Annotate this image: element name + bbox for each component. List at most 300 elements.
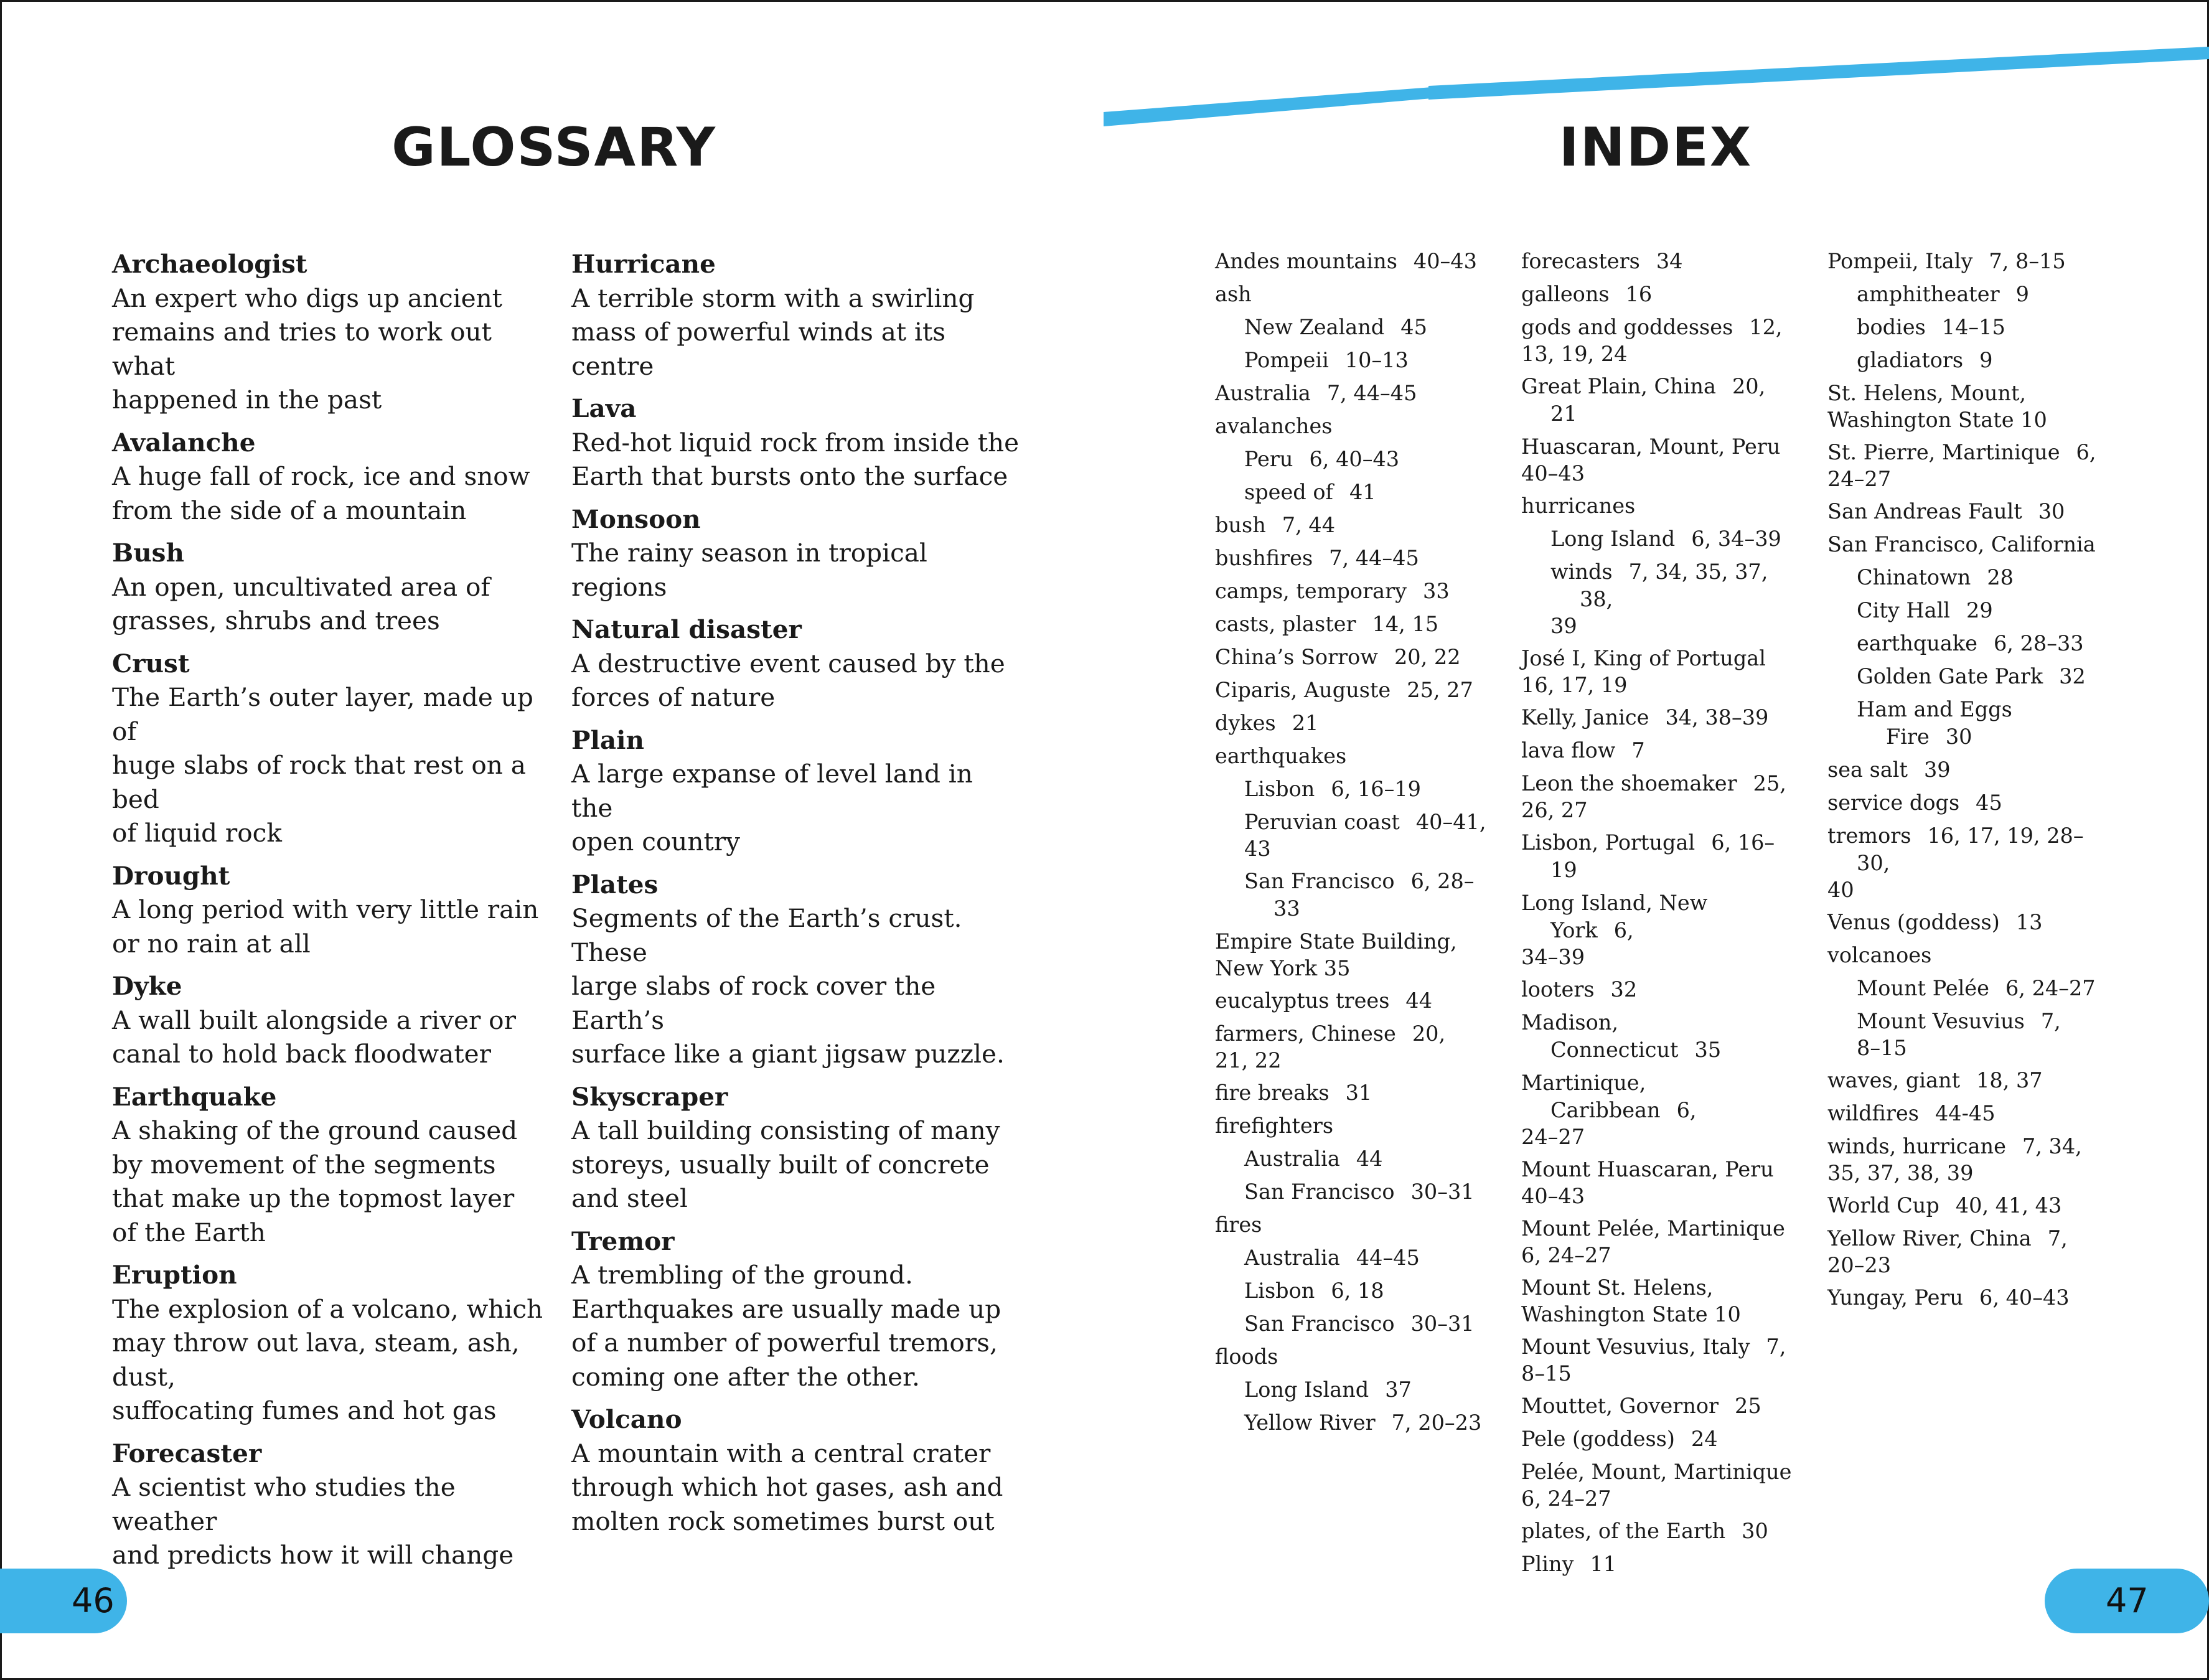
index-entry-label: Long Island	[1244, 1377, 1369, 1402]
index-entry	[1521, 1009, 1795, 1064]
index-entry-label: Lisbon	[1244, 1279, 1315, 1303]
index-subentry	[1215, 1145, 1489, 1173]
glossary-term: Dyke	[112, 971, 182, 1001]
index-entry	[1521, 889, 1795, 970]
index-column-3	[1827, 248, 2101, 1317]
glossary-definition-line: The rainy season in tropical regions	[571, 538, 927, 602]
index-page-refs: 6, 24–27	[2005, 976, 2096, 1000]
glossary-definition-line: A tall building consisting of many	[571, 1115, 1000, 1145]
glossary-entry	[112, 859, 560, 961]
index-subentry	[1521, 558, 1795, 639]
index-page-refs: 30	[1945, 725, 1972, 749]
index-page-refs: 6, 16–19	[1550, 830, 1775, 882]
glossary-term: Earthquake	[112, 1081, 277, 1112]
index-entry-label: San Francisco, California	[1827, 532, 2096, 556]
index-subentry	[1827, 564, 2101, 591]
index-entry	[1827, 756, 2101, 784]
glossary-entry	[571, 1402, 1020, 1538]
index-entry-label: lava flow	[1521, 738, 1616, 763]
index-page-refs: 25	[1735, 1394, 1761, 1418]
index-entry-label: Andes mountains	[1215, 249, 1397, 273]
index-entry-label: firefighters	[1215, 1114, 1334, 1138]
index-entry-label: Empire State Building,	[1215, 929, 1457, 954]
index-page-refs: 12,	[1749, 315, 1783, 339]
index-entry-label: sea salt	[1827, 758, 1908, 782]
index-entry-continuation: 8–15	[1857, 1036, 1907, 1060]
glossary-term: Skyscraper	[571, 1081, 728, 1112]
index-entry-label: Ham and Eggs Fire	[1857, 697, 2012, 749]
index-entry-label: Huascaran, Mount, Peru	[1521, 434, 1781, 459]
index-entry-label: Mount Pelée, Martinique	[1521, 1216, 1785, 1241]
accent-stripe-left-segment	[1104, 87, 1432, 126]
index-entry-continuation: New York 35	[1215, 956, 1351, 980]
index-page-refs: 6, 18	[1331, 1279, 1384, 1303]
glossary-definition-line: An expert who digs up ancient	[112, 283, 502, 313]
index-entry-label: Pompeii	[1244, 348, 1329, 372]
index-page-refs: 21	[1292, 711, 1319, 735]
index-page-refs: 25,	[1753, 771, 1786, 795]
glossary-definition-line: suffocating fumes and hot gas	[112, 1396, 497, 1425]
glossary-term: Avalanche	[112, 427, 256, 458]
index-entry-label: gods and goddesses	[1521, 315, 1733, 339]
index-page-refs: 6, 40–43	[1979, 1285, 2070, 1310]
index-entry-continuation: 21, 22	[1215, 1048, 1282, 1072]
glossary-term: Hurricane	[571, 249, 716, 279]
glossary-definition-line: A terrible storm with a swirling	[571, 283, 975, 313]
glossary-entry	[571, 247, 1020, 383]
index-entry-label: San Andreas Fault	[1827, 499, 2022, 523]
index-entry-label: Long Island, New York	[1521, 891, 1708, 942]
index-entry-label: Pele (goddess)	[1521, 1427, 1675, 1451]
index-entry	[1215, 1079, 1489, 1107]
index-page-refs: 31	[1345, 1081, 1372, 1105]
index-entry-label: San Francisco	[1244, 1180, 1395, 1204]
index-page-refs: 9	[1979, 348, 1993, 372]
index-page-refs: 45	[1976, 791, 2002, 815]
index-subentry	[1215, 314, 1489, 341]
index-page-refs: 6, 40–43	[1309, 447, 1400, 471]
index-entry-label: earthquakes	[1215, 744, 1347, 768]
index-subentry	[1827, 975, 2101, 1002]
glossary-term: Lava	[571, 393, 637, 423]
index-subentry	[1215, 479, 1489, 506]
page-number-tab-left: 46	[0, 1569, 127, 1633]
index-page-refs: 25, 27	[1407, 678, 1473, 702]
glossary-definition-line: happened in the past	[112, 385, 382, 415]
glossary-definition-line: A scientist who studies the weather	[112, 1472, 456, 1536]
index-page-refs: 10–13	[1344, 348, 1409, 372]
index-entry	[1827, 1133, 2101, 1186]
index-page-refs: 20,	[1412, 1021, 1446, 1046]
index-entry	[1827, 1284, 2101, 1312]
index-entry	[1215, 248, 1489, 275]
index-entry	[1215, 743, 1489, 770]
index-entry-label: Golden Gate Park	[1857, 664, 2043, 688]
index-page-refs: 16	[1625, 282, 1653, 306]
index-entry-continuation: 40–43	[1521, 1184, 1585, 1208]
index-entry	[1521, 1425, 1795, 1453]
index-page-refs: 14–15	[1941, 315, 2005, 339]
index-page-refs: 35	[1694, 1038, 1722, 1062]
index-entry	[1827, 942, 2101, 969]
index-entry-label: eucalyptus trees	[1215, 988, 1390, 1013]
index-page-refs: 30–31	[1410, 1312, 1475, 1336]
index-column-2	[1521, 248, 1795, 1584]
glossary-term: Drought	[112, 860, 230, 891]
index-subentry	[1215, 868, 1489, 922]
index-subentry	[1215, 809, 1489, 862]
index-page-refs: 6,	[1676, 1098, 1697, 1122]
index-entry	[1521, 1518, 1795, 1545]
index-entry	[1521, 248, 1795, 275]
glossary-definition-line: molten rock sometimes burst out	[571, 1506, 995, 1536]
index-page-refs: 7,	[2047, 1226, 2068, 1251]
index-entry	[1215, 578, 1489, 605]
index-entry-label: farmers, Chinese	[1215, 1021, 1396, 1046]
glossary-entry	[112, 247, 560, 417]
index-entry	[1521, 1274, 1795, 1328]
index-entry-label: Yungay, Peru	[1827, 1285, 1963, 1310]
index-entry-label: Peruvian coast	[1244, 810, 1400, 834]
index-entry	[1827, 531, 2101, 558]
glossary-term: Plates	[571, 869, 659, 899]
glossary-term: Plain	[571, 725, 644, 755]
index-subentry	[1215, 446, 1489, 473]
index-page-refs: 33	[1423, 579, 1450, 603]
index-entry-label: Mount Huascaran, Peru	[1521, 1157, 1774, 1181]
index-page-refs: 6, 28–33	[1993, 631, 2084, 655]
index-entry-label: earthquake	[1857, 631, 1977, 655]
index-entry-label: Long Island	[1550, 527, 1676, 551]
glossary-definition-line: of liquid rock	[112, 818, 282, 848]
index-page-refs: 7,	[1766, 1335, 1786, 1359]
index-entry	[1215, 413, 1489, 440]
index-entry-continuation: 26, 27	[1521, 798, 1588, 822]
index-entry-continuation: 43	[1244, 837, 1271, 861]
glossary-definition-line: large slabs of rock cover the Earth’s	[571, 971, 936, 1035]
index-entry-label: bush	[1215, 513, 1266, 537]
index-entry-continuation: 39	[1550, 614, 1577, 638]
index-entry-label: waves, giant	[1827, 1068, 1961, 1092]
index-page-refs: 7, 44–45	[1329, 546, 1419, 570]
index-page-refs: 44–45	[1356, 1246, 1420, 1270]
index-subentry	[1827, 314, 2101, 341]
glossary-term: Natural disaster	[571, 614, 802, 644]
index-entry-label: bushfires	[1215, 546, 1313, 570]
glossary-column-1	[112, 247, 560, 1581]
index-entry	[1521, 704, 1795, 731]
index-page-refs: 7, 34,	[2022, 1134, 2082, 1158]
index-subentry	[1827, 1008, 2101, 1061]
index-entry-label: ash	[1215, 282, 1252, 306]
index-entry-continuation: 24–27	[1521, 1125, 1585, 1149]
index-subentry	[1215, 1178, 1489, 1206]
glossary-entry	[112, 1258, 560, 1428]
glossary-definition-line: A long period with very little rain	[112, 894, 539, 924]
index-entry	[1215, 677, 1489, 704]
index-page-refs: 44	[1356, 1147, 1383, 1171]
index-entry-label: Madison, Connecticut	[1521, 1010, 1679, 1062]
index-entry-label: Chinatown	[1857, 565, 1971, 589]
index-entry-label: winds, hurricane	[1827, 1134, 2006, 1158]
glossary-term: Volcano	[571, 1404, 682, 1434]
glossary-term: Monsoon	[571, 504, 701, 534]
index-subentry	[1215, 776, 1489, 803]
index-entry-label: camps, temporary	[1215, 579, 1407, 603]
index-page-refs: 7, 20–23	[1391, 1410, 1482, 1435]
glossary-definition-line: or no rain at all	[112, 928, 311, 959]
index-page-refs: 9	[2015, 282, 2029, 306]
index-entry-label: hurricanes	[1521, 494, 1636, 518]
glossary-definition-line: remains and tries to work out what	[112, 317, 492, 381]
index-entry	[1215, 710, 1489, 737]
glossary-definition-line: An open, uncultivated area of	[112, 571, 490, 602]
index-entry-continuation: Washington State 10	[1521, 1302, 1741, 1326]
index-entry	[1215, 1020, 1489, 1074]
index-entry	[1521, 1333, 1795, 1387]
index-page-refs: 13	[2015, 910, 2043, 934]
index-page-refs: 29	[1966, 598, 1993, 622]
index-subentry	[1827, 597, 2101, 624]
index-entry-label: New Zealand	[1244, 315, 1385, 339]
glossary-definition-line: The explosion of a volcano, which	[112, 1293, 543, 1324]
index-entry-label: Pompeii, Italy	[1827, 249, 1973, 273]
index-entry	[1827, 1192, 2101, 1219]
index-entry-label: wildfires	[1827, 1101, 1919, 1125]
index-entry-continuation: 20–23	[1827, 1253, 1892, 1277]
index-entry-label: Great Plain, China	[1521, 374, 1716, 398]
index-entry-label: tremors	[1827, 824, 1911, 848]
index-entry-label: Venus (goddess)	[1827, 910, 2000, 934]
glossary-definition-line: canal to hold back floodwater	[112, 1039, 491, 1069]
glossary-entry	[112, 1080, 560, 1250]
glossary-entry	[571, 1080, 1020, 1216]
index-entry	[1521, 492, 1795, 520]
index-entry-continuation: 8–15	[1521, 1361, 1572, 1386]
index-page-refs: 7,	[2040, 1009, 2061, 1033]
index-entry	[1521, 314, 1795, 367]
index-entry-label: City Hall	[1857, 598, 1950, 622]
glossary-entry	[112, 426, 560, 528]
index-entry-label: plates, of the Earth	[1521, 1519, 1726, 1543]
index-entry-label: Australia	[1244, 1246, 1340, 1270]
index-entry-label: volcanoes	[1827, 943, 1932, 967]
index-page-refs: 37	[1385, 1377, 1412, 1402]
index-page-refs: 44	[1405, 988, 1433, 1013]
page-number-tab-right: 47	[2045, 1569, 2209, 1633]
index-entry-label: Kelly, Janice	[1521, 705, 1649, 730]
index-entry-label: bodies	[1857, 315, 1926, 339]
index-entry	[1521, 373, 1795, 428]
index-page-refs: 30	[2038, 499, 2065, 523]
index-entry	[1215, 545, 1489, 572]
index-subentry	[1827, 630, 2101, 657]
glossary-term: Crust	[112, 648, 190, 678]
index-entry	[1215, 1343, 1489, 1371]
index-entry	[1827, 1067, 2101, 1094]
index-entry-label: China’s Sorrow	[1215, 645, 1378, 669]
index-page-refs: 32	[1610, 977, 1638, 1002]
glossary-definition-line: huge slabs of rock that rest on a bed	[112, 750, 526, 814]
index-page-refs: 41	[1349, 480, 1376, 504]
index-entry	[1521, 1458, 1795, 1512]
index-page-refs: 6,	[2076, 440, 2096, 464]
index-entry	[1215, 928, 1489, 982]
glossary-definition-line: storeys, usually built of concrete	[571, 1149, 990, 1180]
index-page-refs: 34	[1656, 249, 1683, 273]
index-entry-continuation: 40–43	[1521, 461, 1585, 486]
glossary-definition-line: mass of powerful winds at its centre	[571, 317, 946, 381]
index-page-refs: 6, 34–39	[1691, 527, 1781, 551]
index-entry	[1521, 1392, 1795, 1420]
index-entry-label: Mouttet, Governor	[1521, 1394, 1719, 1418]
index-entry-label: Ciparis, Auguste	[1215, 678, 1391, 702]
index-page-refs: 7, 8–15	[1989, 249, 2066, 273]
glossary-definition-line: that make up the topmost layer	[112, 1183, 515, 1213]
index-entry-continuation: 34–39	[1521, 945, 1585, 969]
glossary-entry	[571, 723, 1020, 859]
index-entry-label: José I, King of Portugal	[1521, 646, 1766, 670]
index-entry-label: Australia	[1215, 381, 1311, 405]
index-page-refs: 20, 22	[1394, 645, 1461, 669]
index-subentry	[1827, 663, 2101, 690]
index-entry-label: avalanches	[1215, 414, 1333, 438]
glossary-definition-line: open country	[571, 827, 740, 856]
glossary-term: Archaeologist	[112, 249, 307, 279]
glossary-definition-line: by movement of the segments	[112, 1149, 496, 1180]
glossary-title: GLOSSARY	[392, 116, 716, 179]
index-entry-label: Mount St. Helens,	[1521, 1275, 1714, 1300]
index-entry-label: speed of	[1244, 480, 1333, 504]
glossary-entry	[112, 647, 560, 850]
index-subentry	[1521, 525, 1795, 553]
index-entry-label: Mount Pelée	[1857, 976, 1989, 1000]
glossary-entry	[571, 502, 1020, 604]
index-entry	[1521, 281, 1795, 308]
accent-stripe-right-segment	[1428, 47, 2209, 100]
index-entry-label: looters	[1521, 977, 1595, 1002]
index-entry	[1827, 380, 2101, 433]
index-entry-label: gladiators	[1857, 348, 1964, 372]
index-entry-label: forecasters	[1521, 249, 1640, 273]
index-entry	[1215, 987, 1489, 1015]
glossary-definition-line: grasses, shrubs and trees	[112, 606, 440, 636]
index-entry-label: Leon the shoemaker	[1521, 771, 1737, 795]
index-subentry	[1215, 1376, 1489, 1404]
index-subentry	[1215, 1244, 1489, 1272]
index-entry-label: Yellow River	[1244, 1410, 1376, 1435]
index-entry	[1521, 770, 1795, 824]
glossary-definition-line: A wall built alongside a river or	[112, 1005, 516, 1035]
index-entry-continuation: 16, 17, 19	[1521, 673, 1628, 697]
index-entry-label: amphitheater	[1857, 282, 2000, 306]
index-page-refs: 28	[1987, 565, 2014, 589]
index-entry	[1827, 909, 2101, 936]
index-entry-continuation: Washington State 10	[1827, 408, 2047, 432]
index-entry	[1521, 433, 1795, 487]
index-entry-label: dykes	[1215, 711, 1276, 735]
index-entry-label: Pelée, Mount, Martinique	[1521, 1460, 1792, 1484]
glossary-entry	[571, 868, 1020, 1071]
glossary-term: Forecaster	[112, 1438, 262, 1468]
index-page-refs: 7	[1631, 738, 1645, 763]
index-entry	[1827, 822, 2101, 903]
glossary-entry	[112, 969, 560, 1071]
glossary-entry	[571, 1224, 1020, 1394]
index-entry-label: winds	[1550, 560, 1613, 584]
index-entry	[1827, 498, 2101, 525]
index-page-refs: 6, 16–19	[1331, 777, 1421, 801]
index-page-refs: 32	[2059, 664, 2086, 688]
glossary-definition-line: The Earth’s outer layer, made up of	[112, 682, 533, 746]
index-entry-continuation: 24–27	[1827, 467, 1892, 491]
index-entry-label: San Francisco	[1244, 869, 1395, 893]
glossary-definition-line: A large expanse of level land in the	[571, 759, 973, 823]
index-entry	[1521, 1156, 1795, 1209]
index-entry-label: Mount Vesuvius	[1857, 1009, 2025, 1033]
glossary-definition-line: of a number of powerful tremors,	[571, 1328, 998, 1358]
index-page-refs: 18, 37	[1976, 1068, 2043, 1092]
index-entry	[1215, 644, 1489, 671]
glossary-definition-line: A destructive event caused by the	[571, 648, 1005, 678]
glossary-definition-line: forces of nature	[571, 682, 776, 712]
index-subentry	[1215, 1277, 1489, 1305]
accent-stripe	[0, 0, 2209, 131]
index-page-refs: 30–31	[1410, 1180, 1475, 1204]
index-entry-label: Peru	[1244, 447, 1293, 471]
index-column-1	[1215, 248, 1489, 1442]
glossary-definition-line: may throw out lava, steam, ash, dust,	[112, 1328, 520, 1392]
index-entry-label: Lisbon	[1244, 777, 1315, 801]
index-page-refs: 7, 34, 35, 37, 38,	[1580, 560, 1768, 611]
index-page-refs: 40–41,	[1415, 810, 1486, 834]
glossary-definition-line: Segments of the Earth’s crust. These	[571, 903, 962, 967]
index-page-refs: 7, 44–45	[1326, 381, 1417, 405]
glossary-definition-line: A huge fall of rock, ice and snow	[112, 461, 530, 491]
index-entry-label: fires	[1215, 1213, 1262, 1237]
index-page-refs: 44-45	[1935, 1101, 1996, 1125]
index-entry-label: St. Helens, Mount,	[1827, 381, 2027, 405]
index-entry-label: Lisbon, Portugal	[1521, 830, 1695, 855]
glossary-definition-line: A mountain with a central crater	[571, 1438, 991, 1468]
glossary-entry	[571, 392, 1020, 494]
index-page-refs: 24	[1691, 1427, 1718, 1451]
index-page-refs: 20, 21	[1550, 374, 1766, 426]
index-page-refs: 6,	[1613, 918, 1634, 942]
glossary-definition-line: A trembling of the ground.	[571, 1260, 913, 1290]
index-subentry	[1827, 696, 2101, 751]
index-entry-label: service dogs	[1827, 791, 1960, 815]
index-entry-label: casts, plaster	[1215, 612, 1356, 636]
index-subentry	[1827, 347, 2101, 374]
index-entry-label: Australia	[1244, 1147, 1340, 1171]
index-entry	[1521, 645, 1795, 698]
index-entry	[1827, 789, 2101, 817]
index-page-refs: 16, 17, 19, 28–30,	[1857, 824, 2084, 875]
index-entry	[1215, 281, 1489, 308]
index-entry	[1521, 1069, 1795, 1150]
glossary-entry	[112, 536, 560, 638]
glossary-entry	[571, 612, 1020, 715]
index-entry-label: Mount Vesuvius, Italy	[1521, 1335, 1750, 1359]
index-entry-label: San Francisco	[1244, 1312, 1395, 1336]
index-entry	[1827, 439, 2101, 492]
index-page-refs: 7, 44	[1282, 513, 1336, 537]
index-entry	[1215, 380, 1489, 407]
index-entry	[1215, 1211, 1489, 1239]
index-entry-label: galleons	[1521, 282, 1610, 306]
index-subentry	[1215, 1409, 1489, 1437]
